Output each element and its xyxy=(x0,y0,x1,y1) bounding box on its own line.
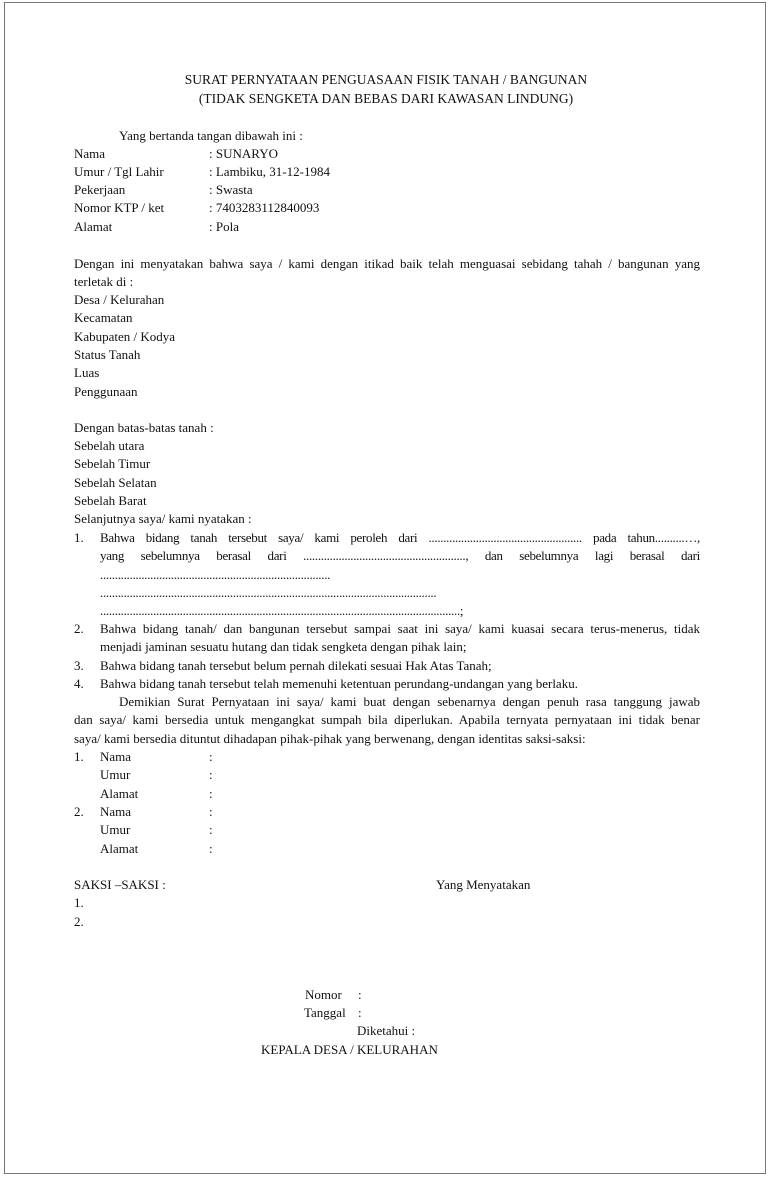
item-number: 3. xyxy=(74,658,84,673)
identity-label: Alamat xyxy=(74,219,113,234)
statement-line: Dengan ini menyatakan bahwa saya / kami dengan itikad baik telah menguasai sebidang tahah / bangunan yang xyxy=(74,256,700,271)
statement-line: terletak di : xyxy=(74,274,134,289)
item-1-line: .............................................................................. xyxy=(100,567,331,582)
witness-number: 1. xyxy=(74,749,84,764)
item-1-line: Bahwa bidang tanah tersebut saya/ kami peroleh dari .................................................... pada tahun..........…, xyxy=(100,530,700,545)
identity-label: Nomor KTP / ket xyxy=(74,200,165,215)
declarant-label: Yang Menyatakan xyxy=(436,877,531,892)
saksi-heading: SAKSI –SAKSI : xyxy=(74,877,166,892)
item-3-line: Bahwa bidang tanah tersebut belum pernah dilekati sesuai Hak Atas Tanah; xyxy=(100,658,492,673)
witness-colon: : xyxy=(209,841,213,856)
footer-colon: : xyxy=(358,1005,362,1020)
identity-value: : 7403283112840093 xyxy=(209,200,320,215)
saksi-number: 1. xyxy=(74,895,84,910)
borders-heading: Dengan batas-batas tanah : xyxy=(74,420,214,435)
document-subtitle: (TIDAK SENGKETA DAN BEBAS DARI KAWASAN LINDUNG) xyxy=(198,91,574,106)
land-field: Status Tanah xyxy=(74,347,141,362)
diketahui-label: Diketahui : xyxy=(357,1023,416,1038)
witness-colon: : xyxy=(209,822,213,837)
closing-line: saya/ kami bersedia dituntut dihadapan pihak-pihak yang berwenang, dengan identitas saksi-saksi: xyxy=(74,731,586,746)
nomor-label: Nomor xyxy=(305,987,342,1002)
land-field: Desa / Kelurahan xyxy=(74,292,165,307)
land-field: Luas xyxy=(74,365,100,380)
witness-number: 2. xyxy=(74,804,84,819)
witness-age-label: Umur xyxy=(100,822,131,837)
village-head-label: KEPALA DESA / KELURAHAN xyxy=(261,1042,438,1057)
witness-colon: : xyxy=(209,749,213,764)
identity-value: : SUNARYO xyxy=(209,146,278,161)
witness-colon: : xyxy=(209,767,213,782)
closing-line: dan saya/ kami bersedia untuk mengangkat sumpah bila diperlukan. Apabila ternyata pernyataan ini tidak benar xyxy=(74,712,700,727)
witness-name-label: Nama xyxy=(100,804,132,819)
identity-label: Umur / Tgl Lahir xyxy=(74,164,164,179)
border-field: Sebelah Selatan xyxy=(74,475,157,490)
identity-value: : Swasta xyxy=(209,182,253,197)
item-1-line: .................................................................................................................. xyxy=(100,585,437,600)
witness-colon: : xyxy=(209,786,213,801)
closing-line: Demikian Surat Pernyataan ini saya/ kami buat dengan sebenarnya dengan penuh rasa tanggung jawab xyxy=(119,694,700,709)
item-number: 2. xyxy=(74,621,84,636)
identity-label: Nama xyxy=(74,146,106,161)
intro-text: Yang bertanda tangan dibawah ini : xyxy=(119,128,303,143)
identity-value: : Pola xyxy=(209,219,239,234)
witness-name-label: Nama xyxy=(100,749,132,764)
footer-colon: : xyxy=(358,987,362,1002)
item-2-line: menjadi jaminan sesuatu hutang dan tidak sengketa dengan pihak lain; xyxy=(100,639,467,654)
item-number: 4. xyxy=(74,676,84,691)
border-field: Sebelah utara xyxy=(74,438,145,453)
witness-age-label: Umur xyxy=(100,767,131,782)
land-field: Penggunaan xyxy=(74,384,138,399)
identity-value: : Lambiku, 31-12-1984 xyxy=(209,164,330,179)
item-4-line: Bahwa bidang tanah tersebut telah memenuhi ketentuan perundang-undangan yang berlaku. xyxy=(100,676,578,691)
witness-address-label: Alamat xyxy=(100,786,139,801)
witness-address-label: Alamat xyxy=(100,841,139,856)
item-1-line: ..........................................................................................................................; xyxy=(100,603,464,618)
next-statement: Selanjutnya saya/ kami nyatakan : xyxy=(74,511,252,526)
item-2-line: Bahwa bidang tanah/ dan bangunan tersebut sampai saat ini saya/ kami kuasai secara terus-menerus, tidak xyxy=(100,621,700,636)
saksi-number: 2. xyxy=(74,914,84,929)
border-field: Sebelah Timur xyxy=(74,456,151,471)
land-field: Kabupaten / Kodya xyxy=(74,329,176,344)
tanggal-label: Tanggal xyxy=(304,1005,346,1020)
document-title: SURAT PERNYATAAN PENGUASAAN FISIK TANAH / BANGUNAN xyxy=(184,72,588,87)
witness-colon: : xyxy=(209,804,213,819)
item-1-line: yang sebelumnya berasal dari ......................................................., dan sebelumnya lagi berasal dari xyxy=(100,548,700,563)
identity-label: Pekerjaan xyxy=(74,182,126,197)
border-field: Sebelah Barat xyxy=(74,493,147,508)
item-number: 1. xyxy=(74,530,84,545)
land-field: Kecamatan xyxy=(74,310,133,325)
